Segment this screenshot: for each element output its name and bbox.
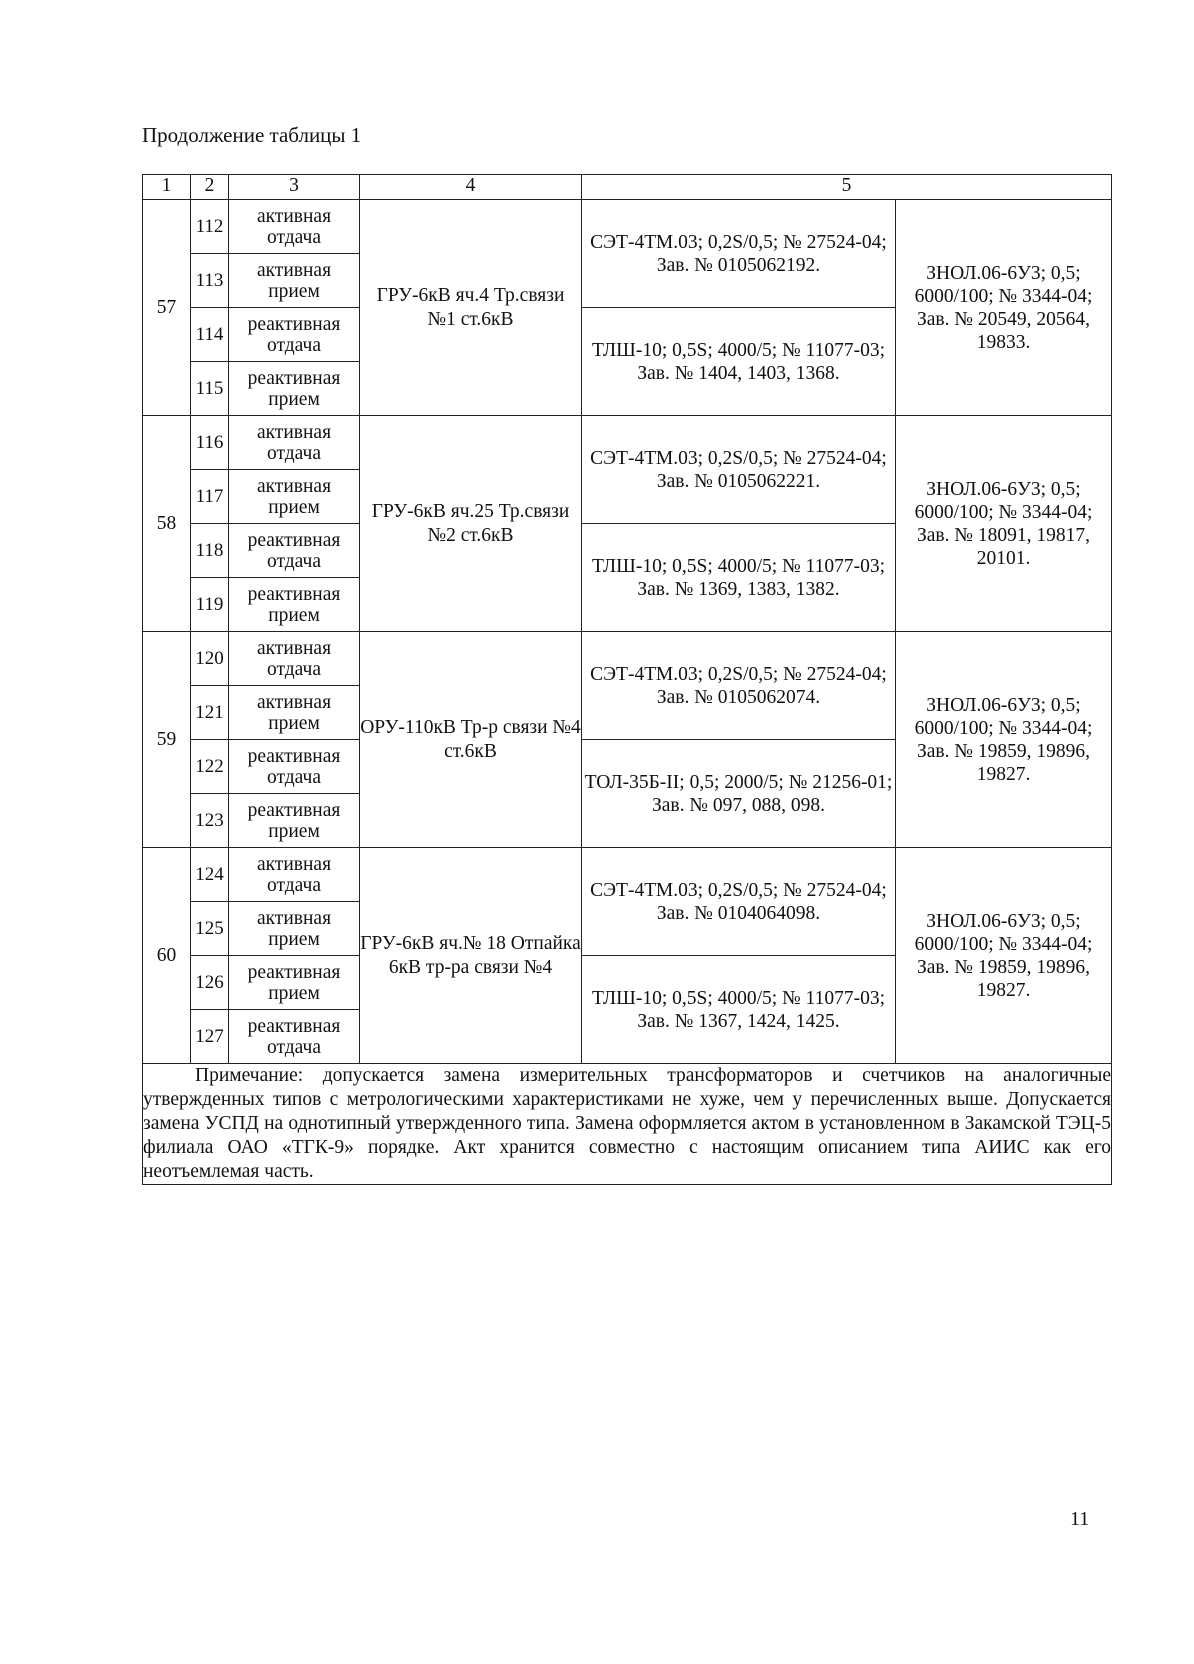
energy-direction: активная прием (229, 470, 360, 524)
table-row (143, 200, 1112, 254)
meter-info: СЭТ-4ТМ.03; 0,2S/0,5; № 27524-04; Зав. № 0104064098. (582, 848, 896, 956)
page-number: 11 (1070, 1508, 1090, 1530)
channel-number: 126 (191, 956, 229, 1010)
measurement-channels-table (142, 174, 1112, 1185)
meter-info: СЭТ-4ТМ.03; 0,2S/0,5; № 27524-04; Зав. № 0105062192. (582, 200, 896, 308)
voltage-transformer-info: ЗНОЛ.06-6У3; 0,5; 6000/100; № 3344-04; Зав. № 19859, 19896, 19827. (896, 848, 1112, 1064)
energy-direction: реактивная прием (229, 578, 360, 632)
energy-direction: реактивная отдача (229, 308, 360, 362)
table-row (143, 632, 1112, 686)
voltage-transformer-info: ЗНОЛ.06-6У3; 0,5; 6000/100; № 3344-04; Зав. № 20549, 20564, 19833. (896, 200, 1112, 416)
energy-direction: реактивная отдача (229, 524, 360, 578)
energy-direction: реактивная прием (229, 794, 360, 848)
measurement-channels-table-wrapper (142, 174, 1111, 1185)
energy-direction: реактивная прием (229, 956, 360, 1010)
table-row (143, 416, 1112, 470)
table-note: Примечание: допускается замена измерительных трансформаторов и счетчиков на аналогичные утвержденных типов с метрологическими характеристиками не хуже, чем у перечисленных выше. Допускается замена УСПД на однотипный утвержденного типа. Замена оформляется актом в установленном в Закамской ТЭЦ-5 филиала ОАО «ТГК-9» порядке. Акт хранится совместно с настоящим описанием типа АИИС как его неотъемлемая часть. (143, 1065, 1111, 1182)
channel-number: 127 (191, 1010, 229, 1064)
table-continuation-heading: Продолжение таблицы 1 (142, 123, 362, 147)
channel-number: 118 (191, 524, 229, 578)
energy-direction: активная прием (229, 902, 360, 956)
column-header: 1 (143, 175, 191, 200)
note-row (143, 1064, 1112, 1185)
energy-direction: активная отдача (229, 200, 360, 254)
current-transformer-info: ТОЛ-35Б-II; 0,5; 2000/5; № 21256-01; Зав. № 097, 088, 098. (582, 740, 896, 848)
energy-direction: реактивная отдача (229, 1010, 360, 1064)
current-transformer-info: ТЛШ-10; 0,5S; 4000/5; № 11077-03; Зав. № 1367, 1424, 1425. (582, 956, 896, 1064)
channel-number: 124 (191, 848, 229, 902)
channel-number: 121 (191, 686, 229, 740)
channel-number: 116 (191, 416, 229, 470)
group-number: 57 (143, 200, 191, 416)
energy-direction: реактивная отдача (229, 740, 360, 794)
group-number: 60 (143, 848, 191, 1064)
channel-number: 115 (191, 362, 229, 416)
channel-number: 119 (191, 578, 229, 632)
table-row (143, 848, 1112, 902)
current-transformer-info: ТЛШ-10; 0,5S; 4000/5; № 11077-03; Зав. № 1369, 1383, 1382. (582, 524, 896, 632)
energy-direction: активная отдача (229, 848, 360, 902)
group-number: 58 (143, 416, 191, 632)
voltage-transformer-info: ЗНОЛ.06-6У3; 0,5; 6000/100; № 3344-04; Зав. № 18091, 19817, 20101. (896, 416, 1112, 632)
voltage-transformer-info: ЗНОЛ.06-6У3; 0,5; 6000/100; № 3344-04; Зав. № 19859, 19896, 19827. (896, 632, 1112, 848)
column-header: 5 (582, 175, 1112, 200)
channel-number: 120 (191, 632, 229, 686)
energy-direction: активная прием (229, 254, 360, 308)
energy-direction: реактивная прием (229, 362, 360, 416)
table-note-cell (143, 1064, 1112, 1185)
channel-number: 125 (191, 902, 229, 956)
column-header: 4 (360, 175, 582, 200)
meter-info: СЭТ-4ТМ.03; 0,2S/0,5; № 27524-04; Зав. № 0105062221. (582, 416, 896, 524)
connection-location: ОРУ-110кВ Тр-р связи №4 ст.6кВ (360, 632, 582, 848)
energy-direction: активная прием (229, 686, 360, 740)
channel-number: 112 (191, 200, 229, 254)
energy-direction: активная отдача (229, 632, 360, 686)
connection-location: ГРУ-6кВ яч.4 Тр.связи №1 ст.6кВ (360, 200, 582, 416)
channel-number: 113 (191, 254, 229, 308)
energy-direction: активная отдача (229, 416, 360, 470)
connection-location: ГРУ-6кВ яч.25 Тр.связи №2 ст.6кВ (360, 416, 582, 632)
channel-number: 122 (191, 740, 229, 794)
channel-number: 114 (191, 308, 229, 362)
column-header: 3 (229, 175, 360, 200)
column-number-header-row (143, 175, 1112, 200)
channel-number: 117 (191, 470, 229, 524)
current-transformer-info: ТЛШ-10; 0,5S; 4000/5; № 11077-03; Зав. № 1404, 1403, 1368. (582, 308, 896, 416)
column-header: 2 (191, 175, 229, 200)
group-number: 59 (143, 632, 191, 848)
channel-number: 123 (191, 794, 229, 848)
connection-location: ГРУ-6кВ яч.№ 18 Отпайка 6кВ тр-ра связи №4 (360, 848, 582, 1064)
meter-info: СЭТ-4ТМ.03; 0,2S/0,5; № 27524-04; Зав. № 0105062074. (582, 632, 896, 740)
